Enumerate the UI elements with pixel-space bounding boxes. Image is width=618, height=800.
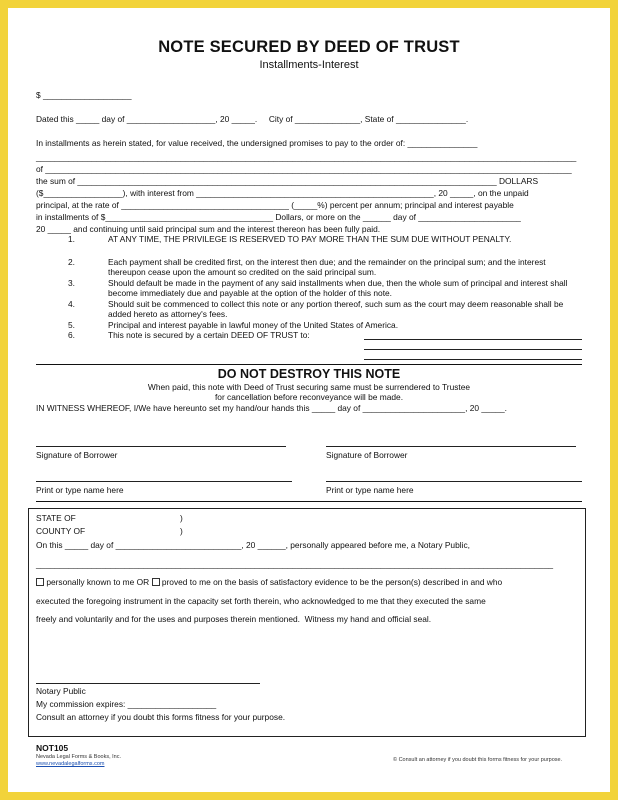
known-option[interactable]: [36, 577, 502, 587]
footer-disclaimer: © Consult an attorney if you doubt this forms fitness for your purpose.: [393, 757, 563, 763]
term-number: 4.: [68, 299, 75, 309]
term-number: 1.: [68, 234, 75, 244]
term-text: This note is secured by a certain DEED OF TRUST to:: [108, 330, 310, 340]
paren: ): [180, 526, 183, 536]
checkbox-icon[interactable]: [152, 578, 160, 586]
trustee-line[interactable]: [364, 359, 582, 360]
form-code: NOT105: [36, 743, 69, 753]
rate-line[interactable]: principal, at the rate of ____________________________________ (_____%) percent per annum; principal and interest payable: [36, 200, 514, 210]
dated-line[interactable]: Dated this _____ day of ___________________, 20 _____. City of ______________, State of _______________.: [36, 114, 469, 124]
do-not-destroy-heading: DO NOT DESTROY THIS NOTE: [217, 367, 401, 381]
term-number: 6.: [68, 330, 75, 340]
print-name-label: Print or type name here: [36, 485, 124, 495]
section-divider: [36, 364, 582, 365]
publisher-name: Nevada Legal Forms & Books, Inc.: [36, 754, 121, 760]
checkbox-icon[interactable]: [36, 578, 44, 586]
document-subtitle: Installments-Interest: [259, 59, 359, 71]
borrower-signature-line[interactable]: [326, 446, 576, 447]
term-text: Should default be made in the payment of any said installments when due, then the whole sum of principal and interest shall become immediately due and payable at the option of the holder of this note.: [108, 278, 568, 299]
when-paid-text: When paid, this note with Deed of Trust securing same must be surrendered to Trustee: [147, 382, 471, 392]
term-text: Principal and interest payable in lawful money of the United States of America.: [108, 320, 399, 330]
document-page: [8, 8, 610, 792]
proved-label: proved to me on the basis of satisfactory evidence to be the person(s) described in and who: [161, 577, 503, 587]
freely-text: freely and voluntarily and for the uses and purposes therein mentioned. Witness my hand and official seal.: [36, 614, 432, 624]
on-this-line[interactable]: On this _____ day of ___________________________, 20 ______, personally appeared before me, a Notary Public,: [36, 540, 470, 550]
interest-line[interactable]: ($_________________), with interest from ___________________________________________________, 20 _____, on the unpaid: [36, 188, 529, 198]
signature-label: Signature of Borrower: [36, 450, 118, 460]
signature-label: Signature of Borrower: [326, 450, 408, 460]
publisher-website-link[interactable]: www.nevadalegalforms.com: [36, 761, 105, 767]
term-text: Should suit be commenced to collect this note or any portion thereof, such sum as the court may deem reasonable shall be added hereto as attorney's fees.: [108, 299, 564, 320]
known-label: personally known to me OR: [46, 577, 150, 587]
notary-public-label: Notary Public: [36, 686, 86, 696]
term-number: 2.: [68, 257, 75, 267]
print-name-line[interactable]: [36, 481, 292, 482]
section-divider: [36, 501, 582, 502]
term-text: AT ANY TIME, THE PRIVILEGE IS RESERVED TO PAY MORE THAN THE SUM DUE WITHOUT PENALTY.: [108, 234, 512, 244]
amount-line[interactable]: $ ___________________: [36, 90, 132, 100]
commission-line[interactable]: My commission expires: ___________________: [36, 699, 217, 709]
state-of-label: STATE OF: [36, 513, 76, 523]
executed-text: executed the foregoing instrument in the capacity set forth therein, who acknowledged to me that they executed the same: [36, 596, 486, 606]
consult-note: Consult an attorney if you doubt this forms fitness for your purpose.: [36, 712, 286, 722]
print-name-label: Print or type name here: [326, 485, 414, 495]
witness-line[interactable]: IN WITNESS WHEREOF, I/We have hereunto set my hand/our hands this _____ day of ______________________, 20 _____.: [36, 403, 508, 413]
trustee-line[interactable]: [364, 339, 582, 340]
notary-blank-line[interactable]: _______________________________________________________________________________________________________________: [36, 559, 554, 569]
of-line[interactable]: of _________________________________________________________________________________________________________________: [36, 164, 572, 174]
blank-line-1[interactable]: ____________________________________________________________________________________________________________________: [36, 152, 577, 162]
installments-line[interactable]: in installments of $____________________________________ Dollars, or more on the ______ day of ______________________: [36, 212, 521, 222]
continuing-line: 20 _____ and continuing until said principal sum and the interest thereon has been fully paid.: [36, 224, 381, 234]
cancellation-text: for cancellation before reconveyance will be made.: [214, 392, 404, 402]
document-title: NOTE SECURED BY DEED OF TRUST: [158, 38, 460, 56]
county-of-label: COUNTY OF: [36, 526, 86, 536]
paren: ): [180, 513, 183, 523]
term-text: Each payment shall be credited first, on the interest then due; and the remainder on the principal sum; and the interest thereupon cease upon the amount so credited on the said principal sum.: [108, 257, 546, 278]
sum-line[interactable]: the sum of __________________________________________________________________________________________ DOLLARS: [36, 176, 539, 186]
term-number: 3.: [68, 278, 75, 288]
trustee-line[interactable]: [364, 349, 582, 350]
promise-line[interactable]: In installments as herein stated, for value received, the undersigned promises to pay to the order of: _______________: [36, 138, 478, 148]
term-number: 5.: [68, 320, 75, 330]
borrower-signature-line[interactable]: [36, 446, 286, 447]
notary-signature-line[interactable]: [36, 683, 260, 684]
print-name-line[interactable]: [326, 481, 582, 482]
